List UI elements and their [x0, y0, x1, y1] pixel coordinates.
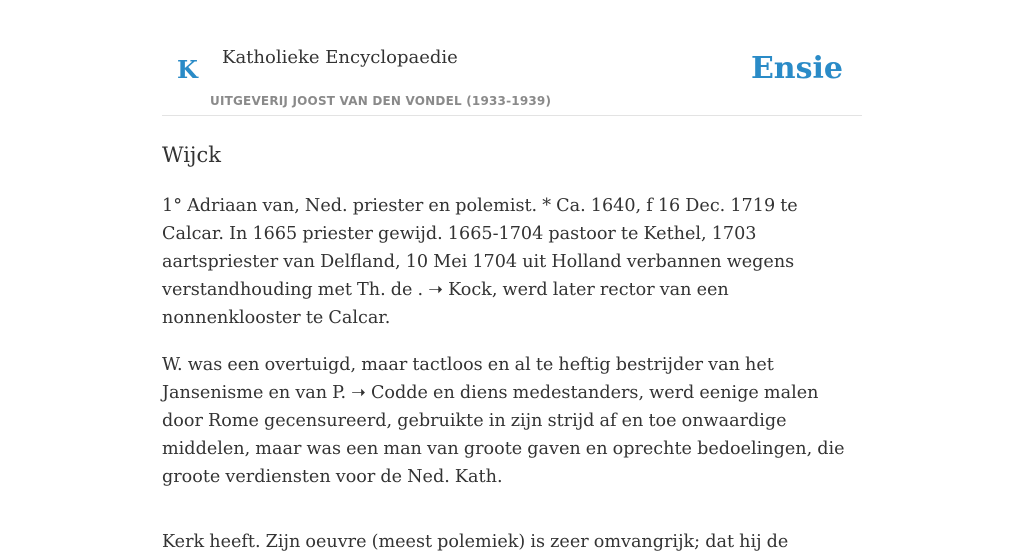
paragraph-text: 1° Adriaan van, Ned. priester en polemist. * Ca. 1640, f 16 Dec. 1719 te Calcar. In 1665 priester gewijd. 1665-1704 pastoor te Kethel, 1703 aartspriester van Delfland, 10 Mei 1704 uit Holland verbannen wegens verstandhouding met Th. de . — [162, 196, 798, 300]
paragraph-text: W. was een overtuigd, maar tactloos en al te heftig bestrijder van het Jansenisme en van P. — [162, 355, 774, 403]
article-body — [162, 192, 862, 556]
article-paragraph — [162, 192, 862, 332]
article-title: Wijck — [162, 143, 221, 167]
article-paragraph: Kerk heeft. Zijn oeuvre (meest polemiek) is zeer omvangrijk; dat hij de — [162, 532, 789, 552]
encyclopedia-title[interactable]: Katholieke Encyclopaedie — [222, 47, 458, 68]
ensie-home-link[interactable]: Ensie — [750, 51, 843, 86]
publisher-subtitle: UITGEVERIJ JOOST VAN DEN VONDEL (1933-1939) — [210, 94, 552, 108]
page — [162, 0, 862, 556]
paragraph-text: , werd later rector van een nonnenklooster te Calcar. — [162, 280, 729, 328]
reference-link-kock[interactable]: ➝ Kock — [428, 280, 492, 300]
article-paragraph — [162, 351, 862, 491]
header — [162, 0, 862, 116]
paragraph-text: en diens medestanders, werd eenige malen door Rome gecensureerd, gebruikte in zijn strijd af en toe onwaardige middelen, maar was een man van groote gaven en oprechte bedoelingen, die groote verdiensten voor de Ned. Kath. — [162, 383, 845, 487]
encyclopedia-logo[interactable]: K — [177, 55, 198, 84]
reference-link-codde[interactable]: ➝ Codde — [351, 383, 428, 403]
